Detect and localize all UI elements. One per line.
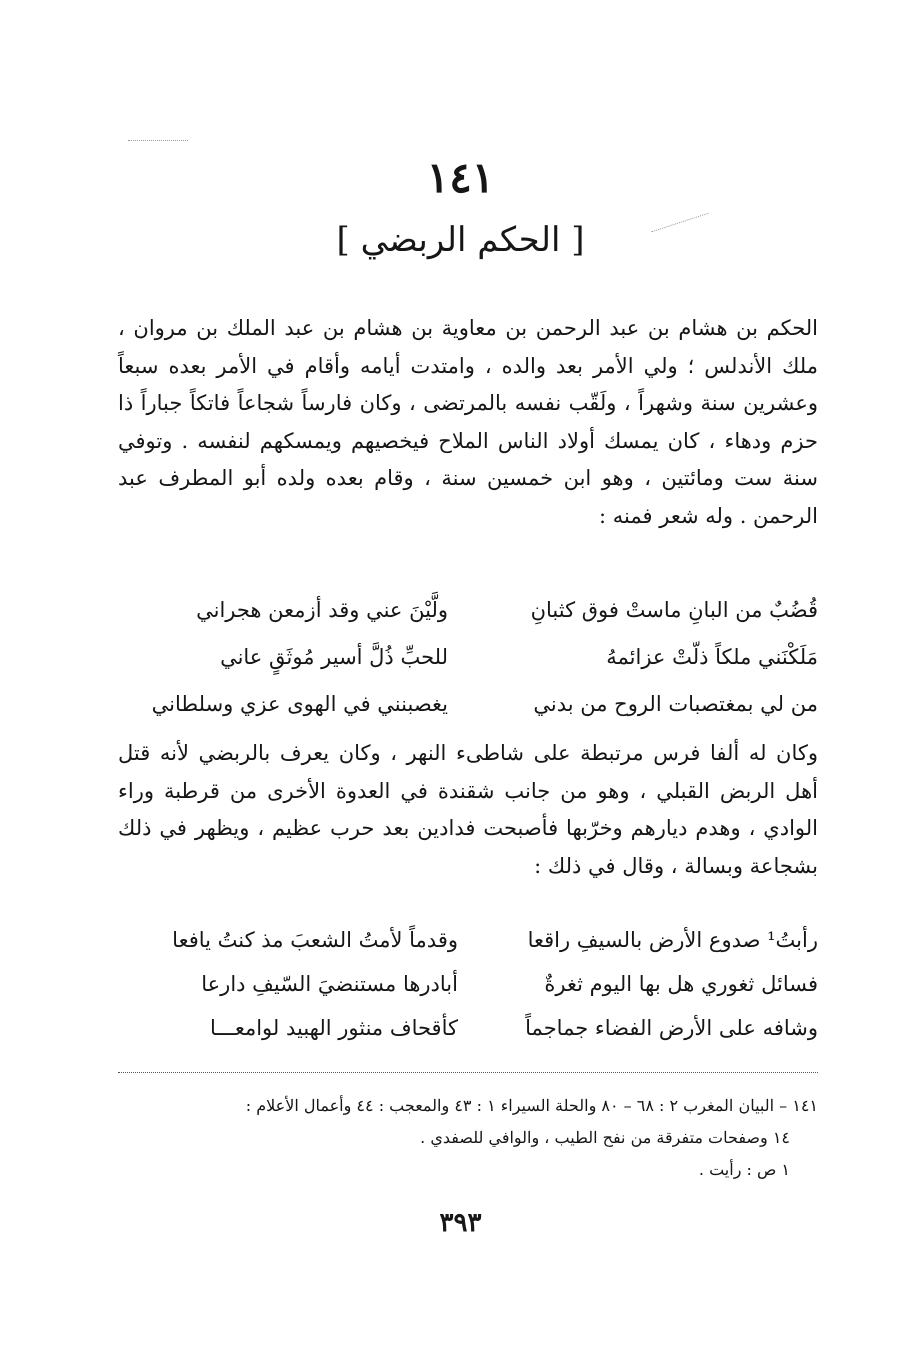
verse-first-hemistich: مَلَكْنَني ملكاً ذلّتْ عزائمهُ — [606, 644, 818, 669]
poem-verse — [118, 918, 818, 962]
poem-verse — [118, 962, 818, 1006]
biography-paragraph: الحكم بن هشام بن عبد الرحمن بن معاوية بن هشام بن عبد الملك بن مروان ، ملك الأندلس ؛ ولي الأمر بعد والده ، وامتدت أيامه وأقام في الأمر بعده سبعاً وعشرين سنة وشهراً ، ولَقّب نفسه بالمرتضى ، وكان فارساً شجاعاً فاتكاً جباراً ذا حزم ودهاء ، كان يمسك أولاد الناس الملاح فيخصيهم ويمسكهم لنفسه . وتوفي سنة ست ومائتين ، وهو ابن خمسين سنة ، وقام بعده ولده أبو المطرف عبد الرحمن . وله شعر فمنه : — [118, 316, 818, 528]
page-speck — [128, 140, 188, 141]
verse-first-hemistich: رأبتُ¹ صدوع الأرض بالسيفِ راقعا — [527, 928, 818, 952]
verse-first-hemistich: قُضُبٌ من البانِ ماستْ فوق كثبانِ — [530, 597, 818, 622]
poem-verse — [118, 680, 818, 727]
poem-verse — [118, 586, 818, 633]
entry-title: [ الحكم الربضي ] — [336, 220, 585, 260]
entry-number: ١٤١ — [426, 153, 495, 202]
footnotes — [118, 1090, 818, 1186]
narrative-paragraph: وكان له ألفا فرس مرتبطة على شاطىء النهر ، وكان يعرف بالربضي لأنه قتل أهل الربض القبلي ، وهو من جانب شقندة في العدوة الأخرى من قرطبة وراء الوادي ، وهدم ديارهم وخرّبها فأصبحت فدادين بعد حرب عظيم ، ويظهر في ذلك بشجاعة وبسالة ، وقال في ذلك : — [118, 741, 818, 878]
poem-verse — [118, 633, 818, 680]
verse-first-hemistich: فسائل ثغوري هل بها اليوم ثغرةٌ — [544, 972, 818, 996]
verse-second-hemistich: للحبِّ ذُلَّ أسير مُوثَقٍ عاني — [220, 644, 448, 669]
page-number: ٣٩٣ — [439, 1208, 482, 1238]
verse-second-hemistich: ولَّيْنَ عني وقد أزمعن هجراني — [196, 597, 448, 622]
verse-second-hemistich: أبادرها مستنضيَ السّيفِ دارعا — [201, 972, 458, 996]
verse-first-hemistich: من لي بمغتصبات الروح من بدني — [533, 691, 818, 716]
verse-second-hemistich: وقدماً لأمتُ الشعبَ مذ كنتُ يافعا — [172, 928, 458, 952]
footnote-separator — [118, 1072, 818, 1073]
footnote-line: ١ ص : رأيت . — [698, 1160, 790, 1179]
verse-second-hemistich: كأقحاف منثور الهبيد لوامعـــا — [209, 1016, 458, 1040]
footnote-line: ١٤ وصفحات متفرقة من نفح الطيب ، والوافي للصفدي . — [420, 1128, 790, 1147]
poem-block — [118, 918, 818, 1050]
poem-block — [118, 586, 818, 727]
verse-second-hemistich: يغصبنني في الهوى عزي وسلطاني — [151, 691, 448, 716]
footnote-line: ١٤١ – البيان المغرب ٢ : ٦٨ – ٨٠ والحلة السيراء ١ : ٤٣ والمعجب : ٤٤ وأعمال الأعلام : — [245, 1096, 818, 1115]
poem-verse — [118, 1006, 818, 1050]
verse-first-hemistich: وشافه على الأرض الفضاء جماجماً — [525, 1016, 818, 1040]
